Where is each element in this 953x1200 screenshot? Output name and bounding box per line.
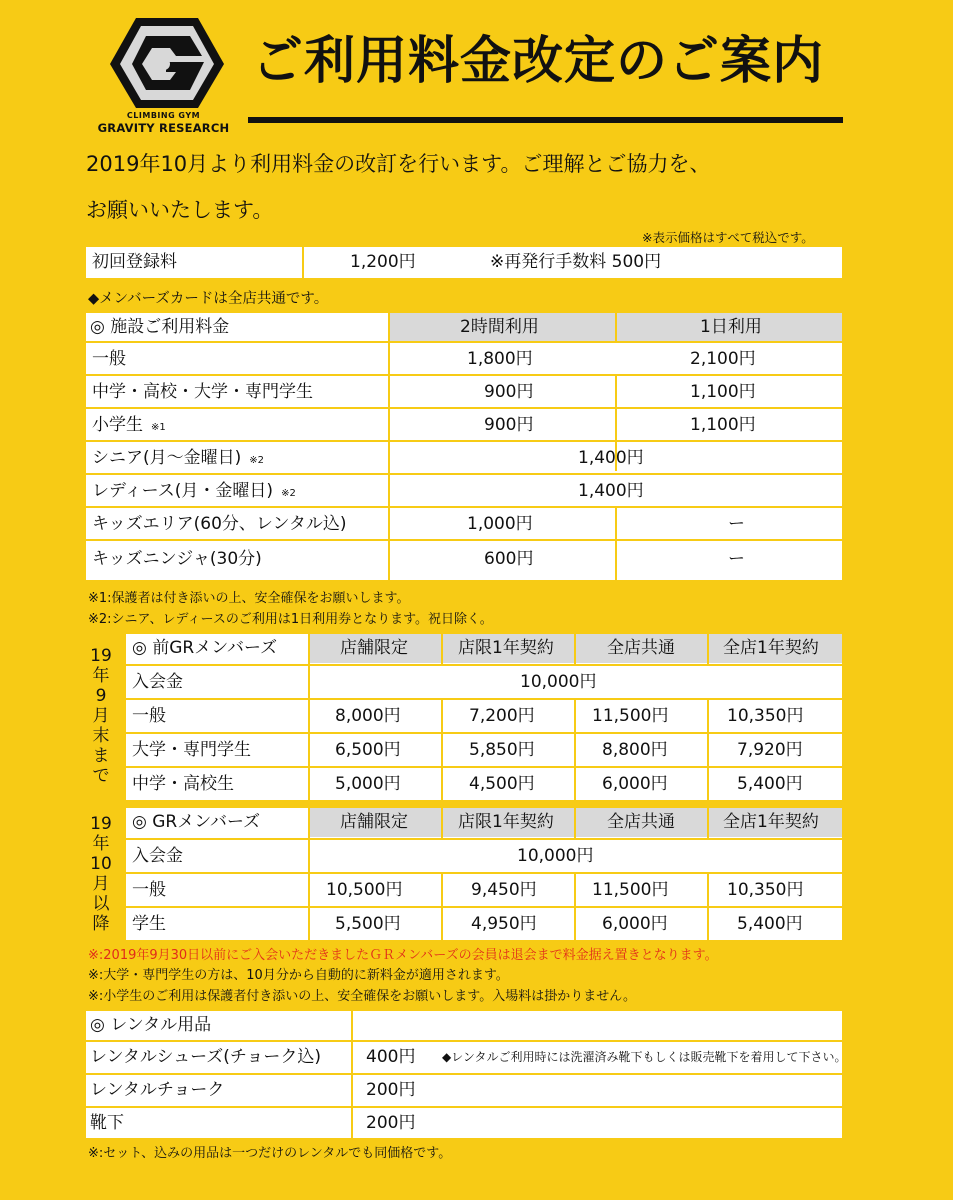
- entry-fee-label: 入会金: [132, 672, 183, 692]
- row-label: 小学生: [92, 415, 143, 435]
- old-members-header: ◎ 前GRメンバーズ: [132, 638, 278, 658]
- col-1day: 1日利用: [700, 317, 762, 337]
- row-label: 中学・高校生: [132, 774, 234, 794]
- price: 4,950円: [471, 914, 537, 934]
- g-hexagon-icon: [86, 14, 241, 114]
- row-label: 学生: [132, 914, 166, 934]
- side-char: 年: [92, 834, 110, 854]
- rental-price: 200円: [366, 1113, 416, 1133]
- logo-line1: CLIMBING GYM: [126, 111, 201, 120]
- rental-price: 400円: [366, 1047, 416, 1067]
- facility-header: ◎ 施設ご利用料金: [90, 317, 230, 337]
- col-all-stores: 全店共通: [607, 638, 675, 658]
- price: 6,000円: [602, 914, 668, 934]
- price: 5,400円: [737, 914, 803, 934]
- col-2hour: 2時間利用: [460, 317, 539, 337]
- price: 5,400円: [737, 774, 803, 794]
- price-2hour: 600円: [484, 549, 534, 569]
- rental-footnote: ※:セット、込みの用品は一つだけのレンタルでも同価格です。: [88, 1146, 452, 1161]
- new-members-header: ◎ GRメンバーズ: [132, 812, 261, 832]
- intro-line2: お願いいたします。: [86, 198, 274, 222]
- rental-item-label: 靴下: [90, 1113, 124, 1133]
- price: 11,500円: [592, 706, 669, 726]
- row-label: 大学・専門学生: [132, 740, 251, 760]
- new-members-side-label: [88, 814, 114, 934]
- new-members-table: [126, 808, 842, 940]
- price-2hour: 900円: [484, 382, 534, 402]
- price: 8,800円: [602, 740, 668, 760]
- col-all-stores-1year: 全店1年契約: [723, 812, 819, 832]
- reissue-fee: ※再発行手数料 500円: [490, 252, 662, 272]
- col-store-1year: 店限1年契約: [458, 812, 554, 832]
- price-1day: ー: [728, 514, 745, 534]
- page-title: ご利用料金改定のご案内: [252, 32, 825, 91]
- old-members-side-label: [88, 646, 114, 786]
- rental-price: 200円: [366, 1080, 416, 1100]
- side-char: 以: [92, 894, 110, 914]
- price: 5,000円: [335, 774, 401, 794]
- price-1day: 1,100円: [690, 382, 756, 402]
- side-char: 月: [92, 874, 110, 894]
- price-1day: ー: [728, 549, 745, 569]
- side-char: 19: [90, 646, 112, 666]
- footnote-mark: ※2: [281, 488, 296, 499]
- row-label: シニア(月～金曜日): [92, 448, 242, 468]
- side-char: 月: [92, 706, 110, 726]
- intro-line1: 2019年10月より利用料金の改訂を行います。ご理解とご協力を、: [86, 152, 711, 176]
- registration-price: 1,200円: [350, 252, 416, 272]
- entry-fee-value: 10,000円: [517, 846, 594, 866]
- price: 7,920円: [737, 740, 803, 760]
- facility-table: [86, 313, 842, 580]
- side-char: 末: [92, 726, 110, 746]
- rental-item-label: レンタルチョーク: [90, 1080, 225, 1100]
- old-members-table: [126, 634, 842, 800]
- col-all-stores: 全店共通: [607, 812, 675, 832]
- gravity-research-logo: [86, 14, 241, 136]
- price: 9,450円: [471, 880, 537, 900]
- facility-note-1: ※1:保護者は付き添いの上、安全確保をお願いします。: [88, 591, 410, 606]
- price: 5,500円: [335, 914, 401, 934]
- footnote-mark: ※1: [151, 422, 166, 433]
- row-label: キッズエリア(60分、レンタル込): [92, 514, 347, 534]
- side-char: 9: [95, 686, 107, 706]
- row-label: 一般: [92, 349, 126, 369]
- price-1day: 1,100円: [690, 415, 756, 435]
- price: 5,850円: [469, 740, 535, 760]
- footnote-mark: ※2: [249, 455, 265, 466]
- entry-fee-label: 入会金: [132, 846, 183, 866]
- price: 10,500円: [326, 880, 403, 900]
- member-note-2: ※:大学・専門学生の方は、10月分から自動的に新料金が適用されます。: [88, 968, 509, 983]
- entry-fee-value: 10,000円: [520, 672, 597, 692]
- col-store-limited: 店舗限定: [340, 638, 408, 658]
- row-label: 一般: [132, 706, 166, 726]
- member-note-red: ※:2019年9月30日以前にご入会いただきましたＧＲメンバーズの会員は退会まで料金据え置きとなります。: [88, 948, 718, 963]
- facility-note-2: ※2:シニア、レディースのご利用は1日利用券となります。祝日除く。: [88, 612, 493, 627]
- price: 4,500円: [469, 774, 535, 794]
- side-char: ま: [92, 746, 110, 766]
- price-2hour: 900円: [484, 415, 534, 435]
- price: 10,350円: [727, 706, 804, 726]
- side-char: 10: [90, 854, 112, 874]
- registration-table: [86, 247, 842, 278]
- row-label: 中学・高校・大学・専門学生: [92, 382, 313, 402]
- row-label: 一般: [132, 880, 166, 900]
- price-2hour: 1,000円: [467, 514, 533, 534]
- rental-table: [86, 1011, 847, 1138]
- side-char: 19: [90, 814, 112, 834]
- registration-label: 初回登録料: [92, 252, 177, 272]
- col-all-stores-1year: 全店1年契約: [723, 638, 819, 658]
- price-2hour: 1,800円: [467, 349, 533, 369]
- rental-note: ◆レンタルご利用時には洗濯済み靴下もしくは販売靴下を着用して下さい。: [442, 1050, 847, 1064]
- price: 11,500円: [592, 880, 669, 900]
- rental-item-label: レンタルシューズ(チョーク込): [90, 1047, 322, 1067]
- row-label: レディース(月・金曜日): [92, 481, 274, 501]
- price-merged: 1,400円: [578, 481, 644, 501]
- price-1day: 2,100円: [690, 349, 756, 369]
- price: 10,350円: [727, 880, 804, 900]
- price: 6,000円: [602, 774, 668, 794]
- side-char: 年: [92, 666, 110, 686]
- member-note-3: ※:小学生のご利用は保護者付き添いの上、安全確保をお願いします。入場料は掛かりません。: [88, 989, 637, 1004]
- tax-note: ※表示価格はすべて税込です。: [642, 230, 814, 245]
- row-label: キッズニンジャ(30分): [92, 549, 262, 569]
- title-underline: [248, 117, 843, 123]
- logo-line2: GRAVITY RESEARCH: [97, 121, 230, 135]
- price: 8,000円: [335, 706, 401, 726]
- price: 7,200円: [469, 706, 535, 726]
- card-note: ◆メンバーズカードは全店共通です。: [88, 291, 329, 307]
- col-store-1year: 店限1年契約: [458, 638, 554, 658]
- price: 6,500円: [335, 740, 401, 760]
- side-char: で: [92, 766, 110, 786]
- price-merged: 1,400円: [578, 448, 644, 468]
- side-char: 降: [92, 914, 110, 934]
- col-store-limited: 店舗限定: [340, 812, 408, 832]
- rental-header: ◎ レンタル用品: [90, 1015, 212, 1035]
